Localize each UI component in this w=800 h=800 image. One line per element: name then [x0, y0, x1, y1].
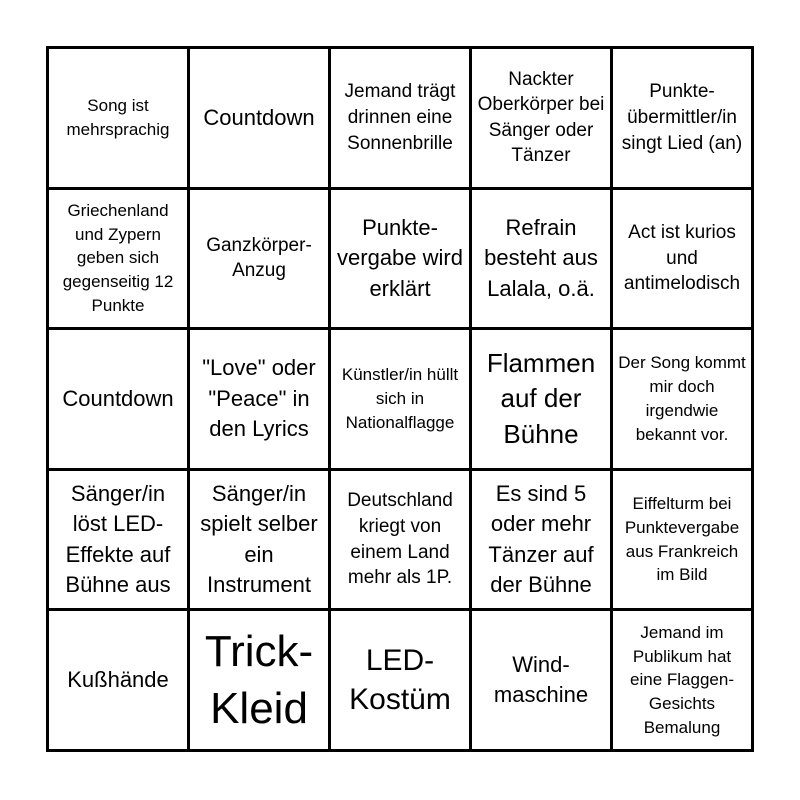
- cell-text: Sänger/in löst LED-Effekte auf Bühne aus: [65, 480, 171, 597]
- bingo-cell[interactable]: [613, 611, 751, 749]
- cell-text: Künstler/in hüllt sich in Nationalflagge: [341, 365, 459, 432]
- bingo-cell[interactable]: [49, 190, 187, 328]
- bingo-cell[interactable]: [331, 190, 469, 328]
- cell-text: Punkte-vergabe wird erklärt: [337, 214, 463, 301]
- cell-text: Song ist mehrsprachig: [66, 96, 170, 139]
- cell-text: Jemand trägt drinnen eine Sonnenbrille: [344, 81, 456, 154]
- cell-text: Refrain besteht aus Lalala, o.ä.: [484, 214, 598, 301]
- cell-text: LED-Kostüm: [349, 644, 451, 717]
- cell-text: Countdown: [203, 104, 315, 130]
- bingo-cell[interactable]: [472, 471, 610, 609]
- cell-text: Deutschland kriegt von einem Land mehr als 1P.: [347, 490, 453, 589]
- bingo-cell[interactable]: [472, 611, 610, 749]
- cell-text: Ganzkörper-Anzug: [206, 234, 312, 282]
- cell-text: Act ist kurios und antimelodisch: [623, 221, 741, 295]
- cell-text: Wind-maschine: [493, 651, 589, 708]
- cell-text: Eiffelturm bei Punktevergabe aus Frankreich im Bild: [624, 494, 740, 585]
- cell-text: Countdown: [62, 385, 174, 411]
- bingo-cell[interactable]: [190, 330, 328, 468]
- bingo-cell[interactable]: [190, 611, 328, 749]
- bingo-board: [46, 46, 754, 752]
- bingo-cell[interactable]: [613, 49, 751, 187]
- bingo-cell[interactable]: [613, 471, 751, 609]
- cell-text: Nackter Oberkörper bei Sänger oder Tänzer: [477, 68, 605, 167]
- bingo-cell[interactable]: [331, 471, 469, 609]
- bingo-cell[interactable]: [331, 611, 469, 749]
- bingo-cell[interactable]: [331, 49, 469, 187]
- bingo-cell[interactable]: [472, 330, 610, 468]
- cell-text: Sänger/in spielt selber ein Instrument: [200, 480, 318, 597]
- bingo-cell[interactable]: [472, 49, 610, 187]
- cell-text: Kußhände: [67, 667, 169, 693]
- bingo-cell[interactable]: [49, 611, 187, 749]
- bingo-cell[interactable]: [49, 330, 187, 468]
- bingo-cell[interactable]: [190, 190, 328, 328]
- cell-text: Der Song kommt mir doch irgendwie bekannt vor.: [618, 353, 746, 444]
- cell-text: Jemand im Publikum hat eine Flaggen-Gesichts Bemalung: [630, 622, 734, 737]
- bingo-cell[interactable]: [49, 471, 187, 609]
- bingo-cell[interactable]: [613, 190, 751, 328]
- bingo-cell[interactable]: [190, 49, 328, 187]
- cell-text: Trick-Kleid: [204, 627, 314, 734]
- cell-text: Flammen auf der Bühne: [486, 348, 596, 449]
- cell-text: Punkte-übermittler/in singt Lied (an): [621, 81, 743, 154]
- bingo-cell[interactable]: [472, 190, 610, 328]
- bingo-cell[interactable]: [613, 330, 751, 468]
- cell-text: "Love" oder "Peace" in den Lyrics: [202, 355, 316, 442]
- bingo-cell[interactable]: [331, 330, 469, 468]
- bingo-cell[interactable]: [49, 49, 187, 187]
- cell-text: Griechenland und Zypern geben sich gegenseitig 12 Punkte: [62, 200, 174, 316]
- cell-text: Es sind 5 oder mehr Tänzer auf der Bühne: [488, 480, 594, 597]
- bingo-cell[interactable]: [190, 471, 328, 609]
